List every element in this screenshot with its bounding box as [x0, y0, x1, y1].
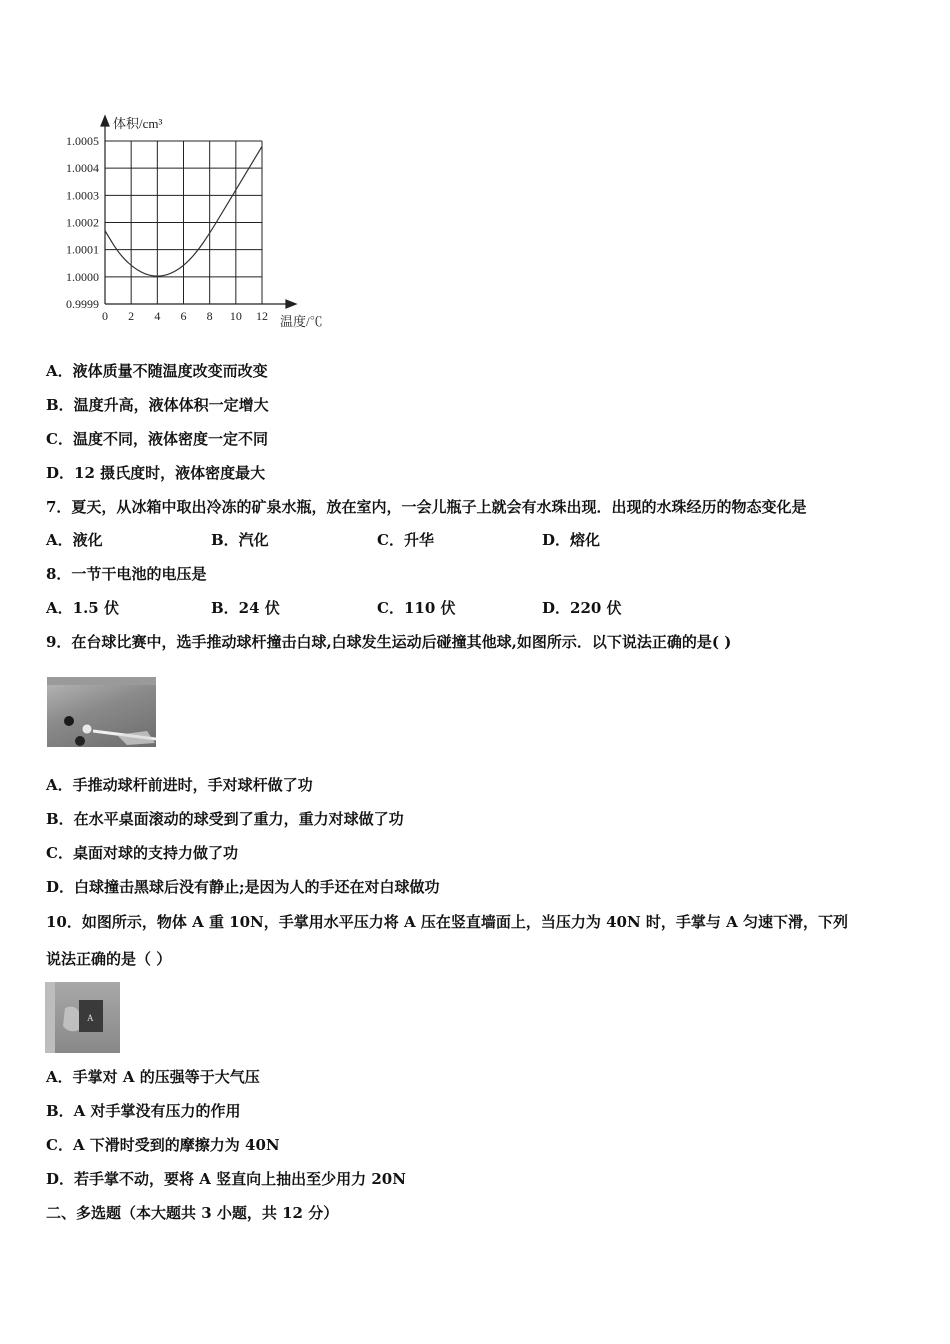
q10-option-a: A．手掌对 A 的压强等于大气压 [46, 1068, 260, 1086]
q8-option-b: B．24 伏 [211, 599, 280, 617]
y-tick-label: 1.0004 [66, 161, 99, 176]
x-tick-label: 4 [154, 309, 161, 323]
x-tick-label: 0 [102, 309, 108, 323]
y-tick-labels [66, 134, 99, 311]
chart-grid [105, 141, 262, 304]
q9-option-c: C．桌面对球的支持力做了功 [46, 844, 238, 862]
q9-option-d: D．白球撞击黑球后没有静止;是因为人的手还在对白球做功 [46, 878, 440, 896]
x-tick-labels [102, 309, 268, 323]
q10-stem-line2: 说法正确的是（ ） [46, 950, 172, 968]
block-label: A [87, 1013, 94, 1023]
q8-option-a: A．1.5 伏 [46, 599, 119, 617]
q8-option-d: D．220 伏 [542, 599, 622, 617]
y-tick-label: 1.0002 [66, 215, 99, 230]
section2-title: 二、多选题（本大题共 3 小题，共 12 分） [46, 1204, 339, 1222]
y-tick-label: 1.0001 [66, 242, 99, 257]
x-tick-label: 10 [229, 309, 242, 323]
q7-option-d: D．熔化 [542, 531, 601, 549]
billiards-illustration [47, 677, 156, 747]
y-tick-label: 1.0003 [66, 188, 99, 203]
q10-option-c: C．A 下滑时受到的摩擦力为 40N [46, 1136, 280, 1154]
q9-stem: 9．在台球比赛中，选手推动球杆撞击白球,白球发生运动后碰撞其他球,如图所示．以下说法正确的是( ) [46, 633, 732, 651]
x-axis-label: 温度/℃ [280, 314, 323, 329]
hand-block-photo [45, 982, 120, 1053]
volume-temperature-chart [40, 108, 340, 338]
x-axis-arrow [286, 300, 296, 308]
x-tick-label: 2 [128, 309, 135, 323]
q7-option-b: B．汽化 [211, 531, 269, 549]
billiards-photo [47, 677, 156, 747]
q8-option-c: C．110 伏 [377, 599, 456, 617]
q6-option-c: C．温度不同，液体密度一定不同 [46, 430, 268, 448]
hand-block-illustration [45, 982, 120, 1053]
y-tick-label: 1.0005 [66, 134, 99, 148]
q9-option-a: A．手推动球杆前进时，手对球杆做了功 [46, 776, 313, 794]
q6-option-b: B．温度升高，液体体积一定增大 [46, 396, 269, 414]
y-axis-label: 体积/cm³ [113, 116, 163, 131]
q10-option-d: D．若手掌不动，要将 A 竖直向上抽出至少用力 20N [46, 1170, 406, 1188]
q8-stem: 8．一节干电池的电压是 [46, 565, 207, 583]
q7-option-a: A．液化 [46, 531, 103, 549]
y-axis-arrow [101, 116, 109, 126]
q7-stem: 7．夏天，从冰箱中取出冷冻的矿泉水瓶，放在室内，一会儿瓶子上就会有水珠出现．出现的水珠经历的物态变化是 [46, 498, 807, 516]
q10-option-b: B．A 对手掌没有压力的作用 [46, 1102, 241, 1120]
x-tick-label: 6 [180, 309, 187, 323]
q10-stem-line1: 10．如图所示，物体 A 重 10N，手掌用水平压力将 A 压在竖直墙面上，当压力为 40N 时，手掌与 A 匀速下滑，下列 [46, 913, 848, 931]
chart-axes [101, 116, 296, 308]
q6-option-a: A．液体质量不随温度改变而改变 [46, 362, 268, 380]
q9-option-b: B．在水平桌面滚动的球受到了重力，重力对球做了功 [46, 810, 404, 828]
y-tick-label: 1.0000 [66, 269, 99, 284]
q6-option-d: D．12 摄氏度时，液体密度最大 [46, 464, 266, 482]
y-tick-label: 0.9999 [66, 297, 99, 311]
x-tick-label: 12 [256, 309, 268, 323]
x-tick-label: 8 [206, 309, 213, 323]
q7-option-c: C．升华 [377, 531, 434, 549]
